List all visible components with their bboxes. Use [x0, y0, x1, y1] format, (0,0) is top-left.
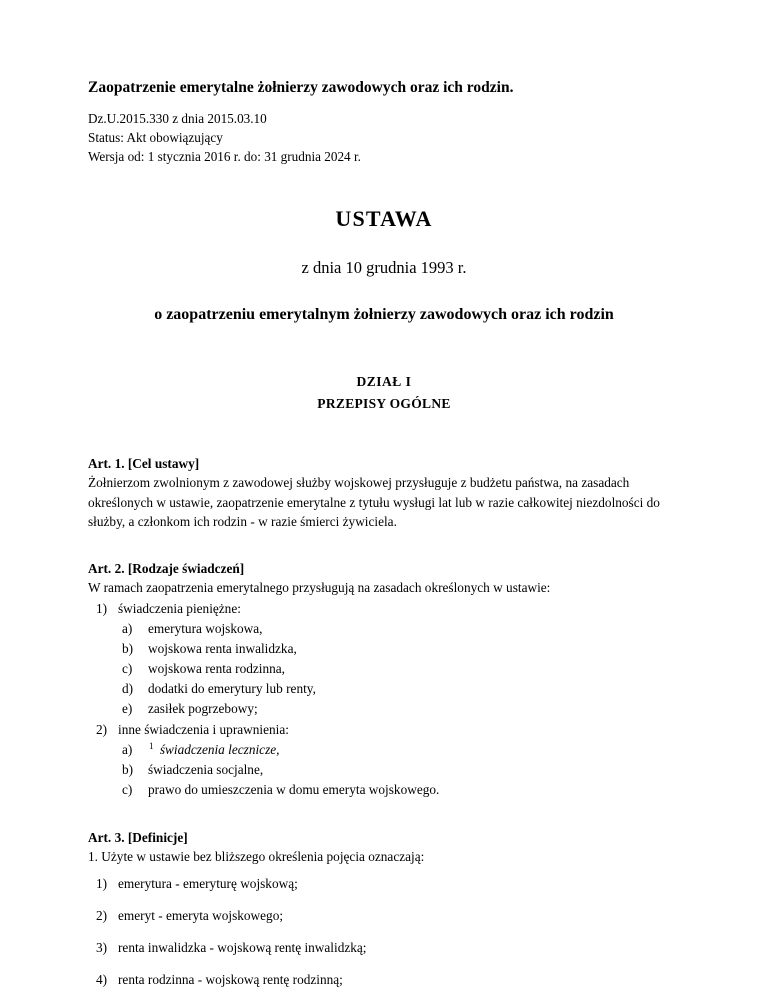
list-marker: 1): [96, 876, 108, 892]
article-3: [88, 830, 680, 990]
list-item-label: emerytura - emeryturę wojskową;: [118, 876, 298, 892]
article-2-sublist-2: [118, 740, 680, 800]
article-2-list: [88, 599, 680, 799]
list-item-label: emerytura wojskowa,: [148, 621, 263, 637]
list-item-label: wojskowa renta rodzinna,: [148, 661, 285, 677]
list-marker: 3): [96, 939, 108, 955]
list-marker: c): [122, 781, 133, 797]
list-item-label: inne świadczenia i uprawnienia:: [118, 722, 289, 738]
article-2-body: W ramach zaopatrzenia emerytalnego przysługują na zasadach określonych w ustawie:: [88, 580, 551, 596]
list-item: [118, 760, 680, 780]
list-marker: e): [122, 701, 133, 717]
list-item: [118, 639, 680, 659]
list-marker: 1): [96, 601, 108, 617]
version-line: Wersja od: 1 stycznia 2016 r. do: 31 grudnia 2024 r.: [88, 148, 361, 164]
article-1: [88, 456, 680, 531]
list-marker: 2): [96, 722, 108, 738]
list-item: [118, 679, 680, 699]
article-2-sublist-1: [118, 619, 680, 719]
article-3-body: 1. Użyte w ustawie bez bliższego określenia pojęcia oznaczają:: [88, 848, 425, 864]
list-item: [88, 938, 680, 958]
list-item-label: emeryt - emeryta wojskowego;: [118, 907, 284, 923]
list-item-label: dodatki do emerytury lub renty,: [148, 681, 316, 697]
article-1-body: Żołnierzom zwolnionym z zawodowej służby wojskowej przysługuje z budżetu państwa, na zasadach określonych w ustawie, zaopatrzenie emerytalne z tytułu wysługi lat lub w razie całkowitej niezdolności do służby, a członkom ich rodzin - w razie śmierci żywiciela.: [88, 475, 660, 529]
list-item: [88, 970, 680, 990]
list-item: [88, 906, 680, 926]
journal-reference: Dz.U.2015.330 z dnia 2015.03.10: [88, 111, 267, 127]
act-subject: o zaopatrzeniu emerytalnym żołnierzy zawodowych oraz ich rodzin: [154, 306, 614, 324]
status-line: Status: Akt obowiązujący: [88, 129, 223, 145]
list-marker: b): [122, 761, 134, 777]
list-item-label: renta rodzinna - wojskową rentę rodzinną;: [118, 971, 343, 987]
list-item-label: świadczenia lecznicze,: [159, 741, 280, 757]
list-marker: 2): [96, 907, 108, 923]
list-item: [118, 780, 680, 800]
list-item-label: świadczenia socjalne,: [148, 761, 264, 777]
list-item: [118, 699, 680, 719]
division-number: DZIAŁ I: [356, 374, 412, 390]
list-marker: c): [122, 661, 133, 677]
list-item: [88, 874, 680, 894]
list-item: [88, 720, 680, 800]
list-item-label: świadczenia pieniężne:: [118, 601, 241, 617]
list-item: [118, 740, 680, 760]
article-1-heading: Art. 1. [Cel ustawy]: [88, 456, 200, 472]
list-item: [118, 619, 680, 639]
list-marker: d): [122, 681, 134, 697]
list-item-label: zasiłek pogrzebowy;: [148, 701, 258, 717]
footnote-reference[interactable]: 1: [149, 740, 154, 751]
list-marker: a): [122, 741, 133, 757]
article-3-list: [88, 874, 680, 990]
list-item-label: renta inwalidzka - wojskową rentę inwalidzką;: [118, 939, 367, 955]
division-name: PRZEPISY OGÓLNE: [317, 396, 451, 412]
list-item: [118, 659, 680, 679]
article-3-heading: Art. 3. [Definicje]: [88, 829, 188, 845]
list-marker: b): [122, 641, 134, 657]
page-title: Zaopatrzenie emerytalne żołnierzy zawodowych oraz ich rodzin.: [88, 79, 514, 96]
list-item-label: prawo do umieszczenia w domu emeryta wojskowego.: [148, 781, 440, 797]
act-heading: USTAWA: [335, 206, 433, 232]
act-date: z dnia 10 grudnia 1993 r.: [301, 258, 467, 278]
list-marker: 4): [96, 971, 108, 987]
list-marker: a): [122, 621, 133, 637]
list-item: [88, 599, 680, 719]
article-2: [88, 561, 680, 800]
document-metadata: [88, 110, 680, 166]
article-2-heading: Art. 2. [Rodzaje świadczeń]: [88, 561, 245, 577]
list-item-label: wojskowa renta inwalidzka,: [148, 641, 297, 657]
